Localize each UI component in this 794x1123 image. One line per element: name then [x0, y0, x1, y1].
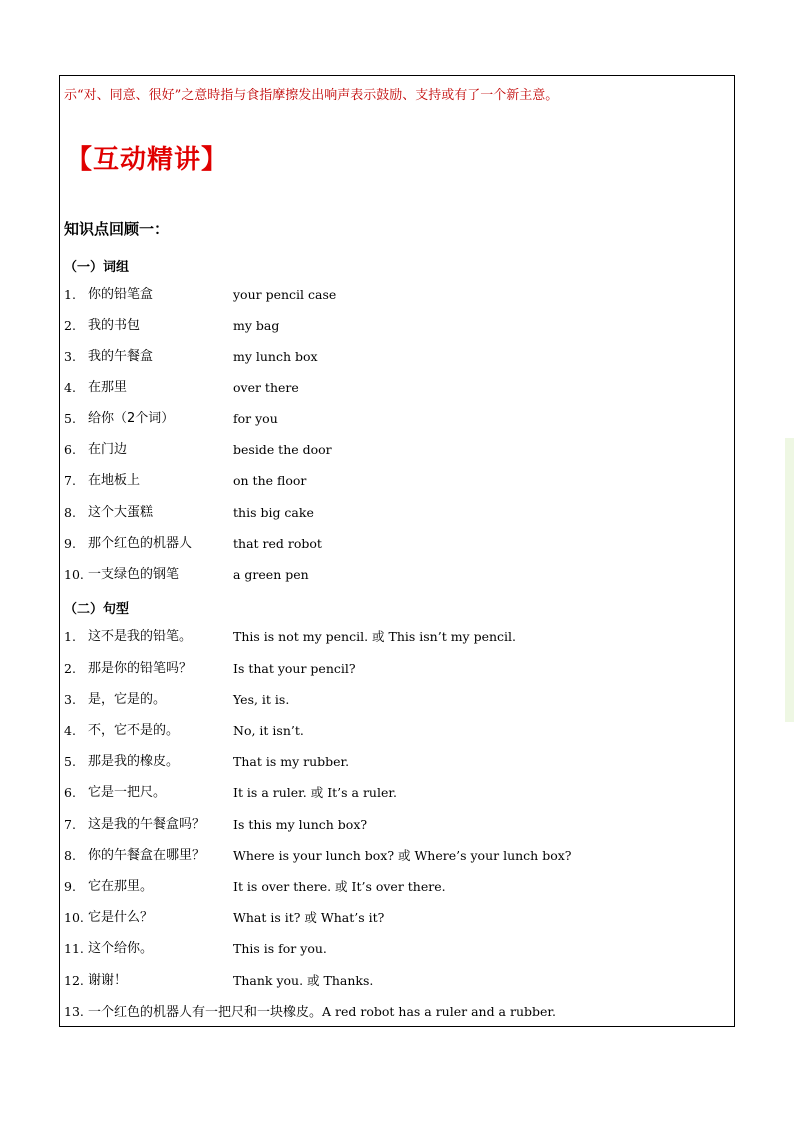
english-text: Where is your lunch box? 或 Where’s your lunch box? [233, 848, 572, 863]
row-number: 9. [64, 879, 76, 894]
chinese-text: 我的午餐盒 [88, 349, 154, 364]
chinese-text: 是，它是的。 [88, 692, 167, 707]
chinese-text: 一个红色的机器人有一把尺和一块橡皮。 [88, 1005, 323, 1020]
english-text: Thank you. 或 Thanks. [233, 973, 374, 988]
row-number: 7. [64, 473, 76, 488]
chinese-text: 那是我的橡皮。 [88, 754, 180, 769]
row-number: 7. [64, 817, 76, 832]
chinese-text: 谢谢！ [88, 973, 128, 988]
row-number: 5. [64, 411, 76, 426]
english-text: my bag [233, 318, 280, 333]
row-number: 11. [64, 941, 84, 956]
chinese-text: 这个给你。 [88, 941, 154, 956]
english-text: Yes, it is. [233, 692, 290, 707]
english-text: Is this my lunch box? [233, 817, 368, 832]
english-text: a green pen [233, 567, 309, 582]
english-text: What is it? 或 What’s it? [233, 910, 385, 925]
row-number: 6. [64, 785, 76, 800]
chinese-text: 你的铅笔盒 [88, 287, 154, 302]
english-text: that red robot [233, 536, 322, 551]
row-number: 13. [64, 1004, 84, 1019]
chinese-text: 它是什么？ [88, 910, 154, 925]
english-text: A red robot has a ruler and a rubber. [322, 1004, 556, 1019]
intro-text: 示“对、同意、很好”之意時指与食指摩擦发出响声表示鼓励、支持或有了一个新主意。 [64, 88, 559, 103]
row-number: 10. [64, 567, 84, 582]
row-number: 2. [64, 318, 76, 333]
english-text: this big cake [233, 505, 314, 520]
english-text: No, it isn’t. [233, 723, 304, 738]
review-title: 知识点回顾一： [64, 220, 170, 238]
english-text: for you [233, 411, 278, 426]
chinese-text: 它是一把尺。 [88, 785, 167, 800]
chinese-text: 这不是我的铅笔。 [88, 629, 193, 644]
row-number: 8. [64, 848, 76, 863]
chinese-text: 在那里 [88, 380, 128, 395]
row-number: 10. [64, 910, 84, 925]
sentences-heading: （二）句型 [64, 602, 130, 617]
row-number: 1. [64, 629, 76, 644]
chinese-text: 给你（2个词） [88, 411, 175, 426]
row-number: 3. [64, 692, 76, 707]
english-text: It is over there. 或 It’s over there. [233, 879, 446, 894]
english-text: Is that your pencil? [233, 661, 356, 676]
chinese-text: 它在那里。 [88, 879, 154, 894]
english-text: beside the door [233, 442, 332, 457]
chinese-text: 那个红色的机器人 [88, 536, 193, 551]
row-number: 5. [64, 754, 76, 769]
chinese-text: 在门边 [88, 442, 128, 457]
row-number: 6. [64, 442, 76, 457]
english-text: over there [233, 380, 299, 395]
english-text: my lunch box [233, 349, 318, 364]
chinese-text: 不，它不是的。 [88, 723, 180, 738]
english-text: This is for you. [233, 941, 327, 956]
row-number: 8. [64, 505, 76, 520]
row-number: 12. [64, 973, 84, 988]
chinese-text: 你的午餐盒在哪里？ [88, 848, 206, 863]
chinese-text: 这是我的午餐盒吗？ [88, 817, 206, 832]
english-text: on the floor [233, 473, 307, 488]
row-number: 3. [64, 349, 76, 364]
chinese-text: 这个大蛋糕 [88, 505, 154, 520]
chinese-text: 一支绿色的钢笔 [88, 567, 180, 582]
chinese-text: 我的书包 [88, 318, 141, 333]
chinese-text: 那是你的铅笔吗？ [88, 661, 193, 676]
row-number: 2. [64, 661, 76, 676]
row-number: 9. [64, 536, 76, 551]
english-text: This is not my pencil. 或 This isn’t my pencil. [233, 629, 517, 644]
combined-sentence [88, 1002, 556, 1023]
english-text: It is a ruler. 或 It’s a ruler. [233, 785, 397, 800]
section-title: 【互动精讲】 [66, 145, 229, 175]
row-number: 4. [64, 723, 76, 738]
english-text: your pencil case [233, 287, 337, 302]
side-scroll-strip [785, 438, 794, 722]
row-number: 4. [64, 380, 76, 395]
english-text: That is my rubber. [233, 754, 350, 769]
row-number: 1. [64, 287, 76, 302]
chinese-text: 在地板上 [88, 473, 141, 488]
phrases-heading: （一）词组 [64, 260, 130, 275]
